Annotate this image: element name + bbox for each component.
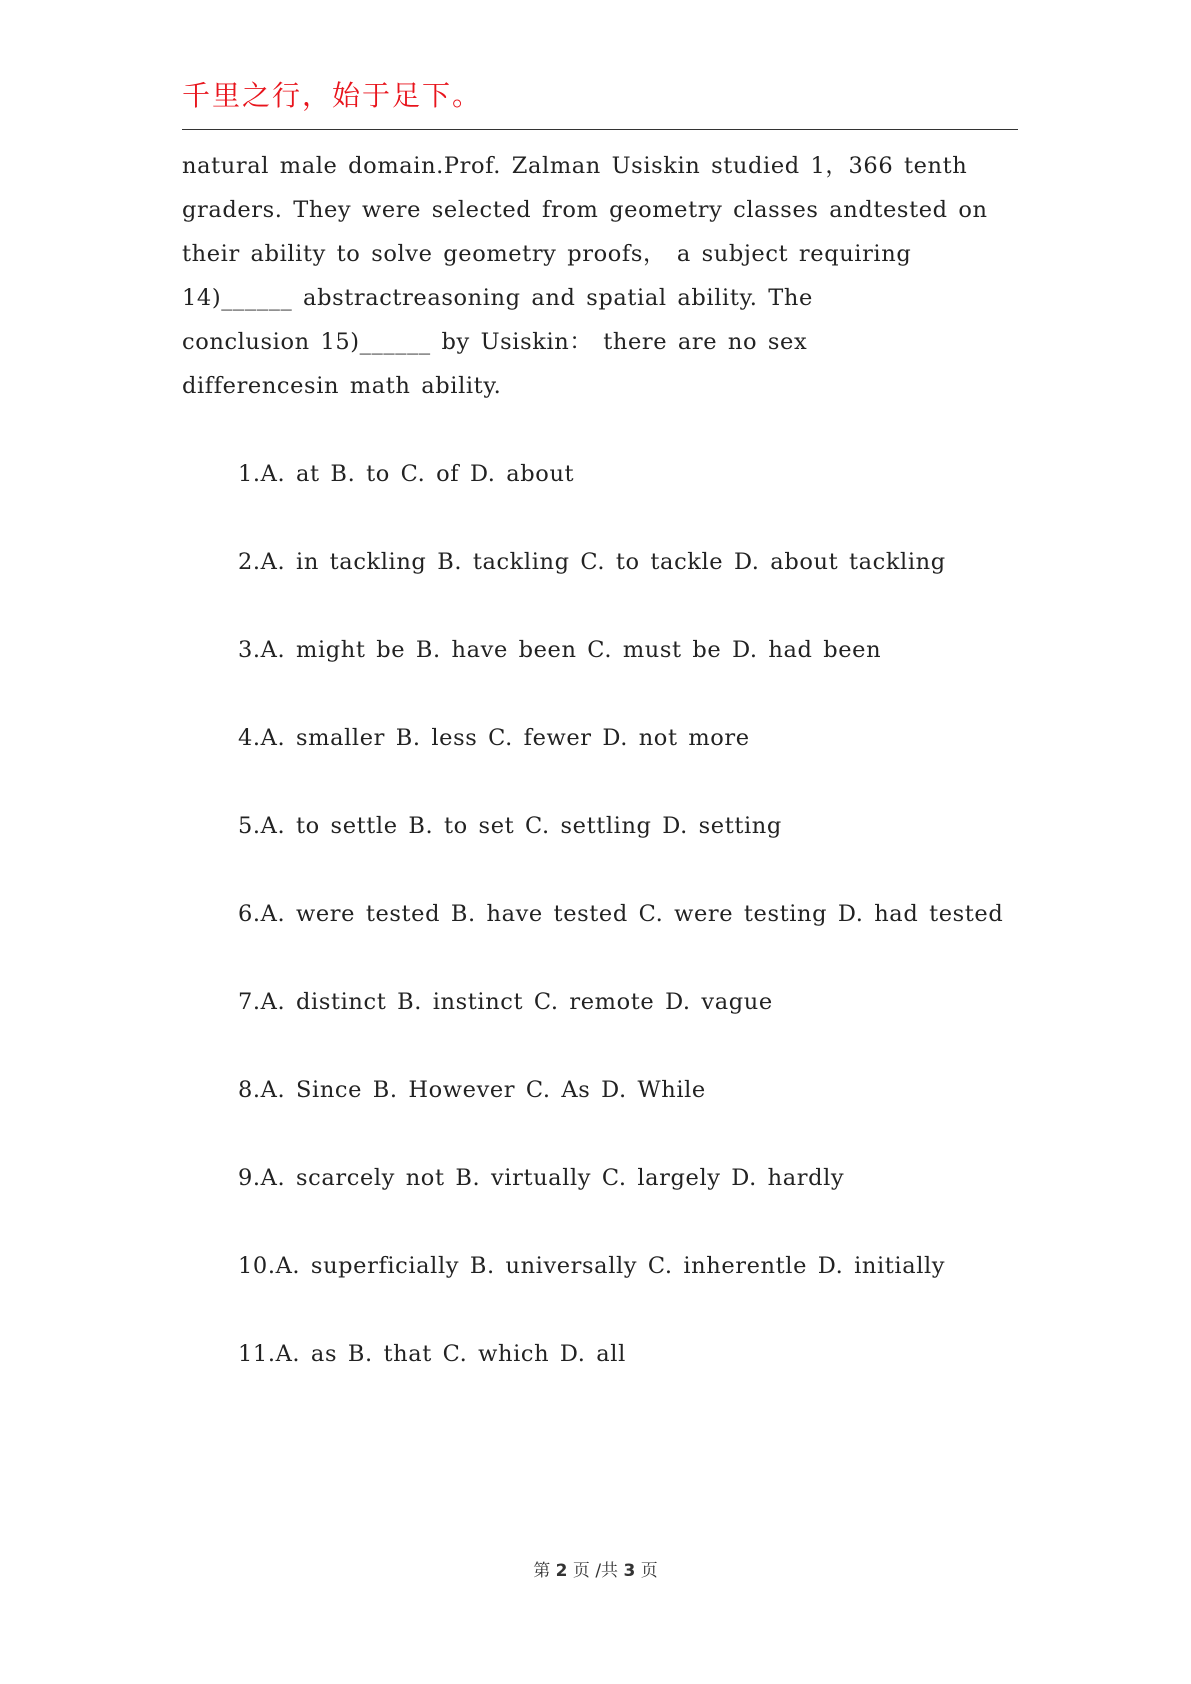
page-content [182,144,1018,1376]
passage-line: 14)______ abstractreasoning and spatial ability. The [182,285,813,311]
question-option-3: 3.A. might be B. have been C. must be D. had been [238,637,882,663]
header-motto: 千里之行，始于足下。 [182,79,483,112]
passage-line: their ability to solve geometry proofs， a subject requiring [182,241,912,267]
question-option-5: 5.A. to settle B. to set C. settling D. setting [238,813,782,839]
question-option-8: 8.A. Since B. However C. As D. While [238,1077,706,1103]
question-option-6: 6.A. were tested B. have tested C. were testing D. had tested [238,901,1004,927]
passage [182,144,1018,408]
passage-line: differencesin math ability. [182,373,502,399]
question-option-1: 1.A. at B. to C. of D. about [238,461,575,487]
footer-suffix: 页 [635,1561,658,1581]
passage-line: graders. They were selected from geometry classes andtested on [182,197,988,223]
footer-total-pages: 3 [623,1561,636,1581]
question-option-10: 10.A. superficially B. universally C. inherentle D. initially [238,1253,946,1279]
options-list [182,452,1018,1376]
question-option-2: 2.A. in tackling B. tackling C. to tackle D. about tackling [238,549,946,575]
footer-middle: 页 /共 [567,1561,624,1581]
page-footer [0,1558,1191,1584]
footer-current-page: 2 [555,1561,568,1581]
question-option-11: 11.A. as B. that C. which D. all [238,1341,626,1367]
passage-line: conclusion 15)______ by Usiskin： there are no sex [182,329,808,355]
question-option-9: 9.A. scarcely not B. virtually C. largely D. hardly [238,1165,845,1191]
question-option-7: 7.A. distinct B. instinct C. remote D. vague [238,989,773,1015]
passage-line: natural male domain.Prof. Zalman Usiskin studied 1，366 tenth [182,153,968,179]
footer-prefix: 第 [533,1561,556,1581]
header-rule [182,129,1018,130]
question-option-4: 4.A. smaller B. less C. fewer D. not more [238,725,750,751]
